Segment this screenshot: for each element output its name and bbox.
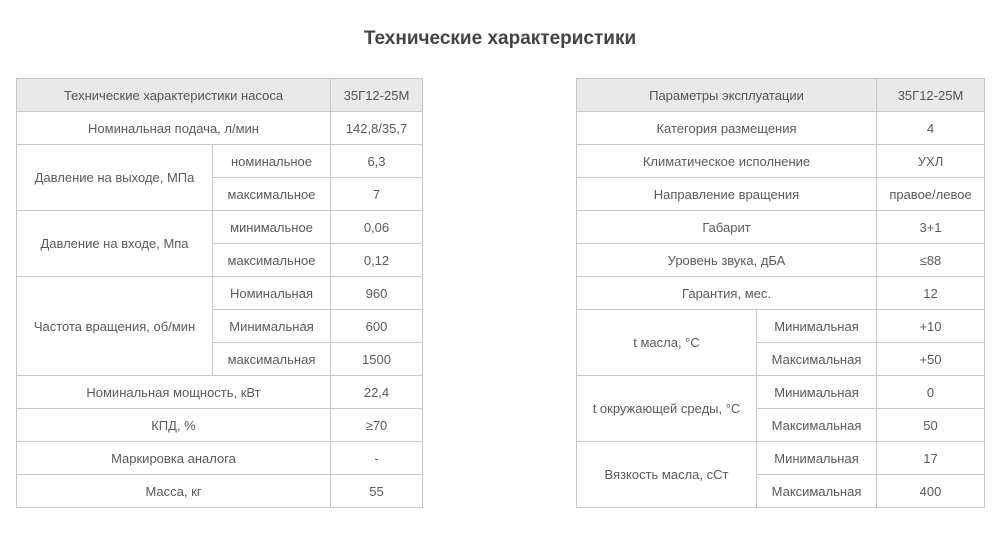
param-label: Масса, кг <box>17 475 331 508</box>
table-row <box>17 376 423 409</box>
sub-label: Максимальная <box>757 475 877 508</box>
param-value: 0 <box>877 376 985 409</box>
param-label: Категория размещения <box>577 112 877 145</box>
table-header-row <box>17 79 423 112</box>
operation-params-table <box>576 78 985 508</box>
sub-label: Минимальная <box>213 310 331 343</box>
table-row <box>577 310 985 343</box>
param-label: Номинальная мощность, кВт <box>17 376 331 409</box>
table-row <box>577 178 985 211</box>
param-value: 17 <box>877 442 985 475</box>
header-parameter: Технические характеристики насоса <box>17 79 331 112</box>
table-row <box>17 145 423 178</box>
param-value: 400 <box>877 475 985 508</box>
sub-label: минимальное <box>213 211 331 244</box>
table-row <box>17 112 423 145</box>
table-row <box>17 277 423 310</box>
sub-label: Минимальная <box>757 376 877 409</box>
header-parameter: Параметры эксплуатации <box>577 79 877 112</box>
param-value: 7 <box>331 178 423 211</box>
sub-label: максимальное <box>213 178 331 211</box>
param-value: +10 <box>877 310 985 343</box>
param-value: УХЛ <box>877 145 985 178</box>
param-value: 22,4 <box>331 376 423 409</box>
sub-label: максимальное <box>213 244 331 277</box>
param-label: Вязкость масла, сСт <box>577 442 757 508</box>
param-label: t масла, °С <box>577 310 757 376</box>
table-row <box>577 376 985 409</box>
table-row <box>17 409 423 442</box>
param-label: Уровень звука, дБА <box>577 244 877 277</box>
param-label: t окружающей среды, °С <box>577 376 757 442</box>
param-value: 4 <box>877 112 985 145</box>
param-label: Габарит <box>577 211 877 244</box>
param-value: 1500 <box>331 343 423 376</box>
header-model: 35Г12-25М <box>331 79 423 112</box>
header-model: 35Г12-25М <box>877 79 985 112</box>
param-label: Гарантия, мес. <box>577 277 877 310</box>
sub-label: Номинальная <box>213 277 331 310</box>
page-title: Технические характеристики <box>363 28 637 49</box>
param-label: Давление на выходе, МПа <box>17 145 213 211</box>
sub-label: Максимальная <box>757 343 877 376</box>
param-value: 3+1 <box>877 211 985 244</box>
table-row <box>17 442 423 475</box>
param-label: Направление вращения <box>577 178 877 211</box>
param-label: Номинальная подача, л/мин <box>17 112 331 145</box>
param-value: 0,06 <box>331 211 423 244</box>
param-value: 55 <box>331 475 423 508</box>
param-value: - <box>331 442 423 475</box>
param-label: КПД, % <box>17 409 331 442</box>
table-row <box>577 244 985 277</box>
param-value: 12 <box>877 277 985 310</box>
table-row <box>577 442 985 475</box>
table-header-row <box>577 79 985 112</box>
param-value: 142,8/35,7 <box>331 112 423 145</box>
table-row <box>577 112 985 145</box>
table-row <box>17 475 423 508</box>
param-value: 50 <box>877 409 985 442</box>
param-value: правое/левое <box>877 178 985 211</box>
table-row <box>577 145 985 178</box>
pump-specs-table <box>16 78 423 508</box>
sub-label: номинальное <box>213 145 331 178</box>
param-value: 0,12 <box>331 244 423 277</box>
param-value: 960 <box>331 277 423 310</box>
param-label: Давление на входе, Мпа <box>17 211 213 277</box>
param-label: Климатическое исполнение <box>577 145 877 178</box>
param-value: ≤88 <box>877 244 985 277</box>
table-row <box>577 211 985 244</box>
param-value: 600 <box>331 310 423 343</box>
param-label: Маркировка аналога <box>17 442 331 475</box>
sub-label: Максимальная <box>757 409 877 442</box>
table-row <box>17 211 423 244</box>
sub-label: максимальная <box>213 343 331 376</box>
sub-label: Минимальная <box>757 442 877 475</box>
param-value: +50 <box>877 343 985 376</box>
table-row <box>577 277 985 310</box>
param-value: ≥70 <box>331 409 423 442</box>
sub-label: Минимальная <box>757 310 877 343</box>
param-value: 6,3 <box>331 145 423 178</box>
param-label: Частота вращения, об/мин <box>17 277 213 376</box>
